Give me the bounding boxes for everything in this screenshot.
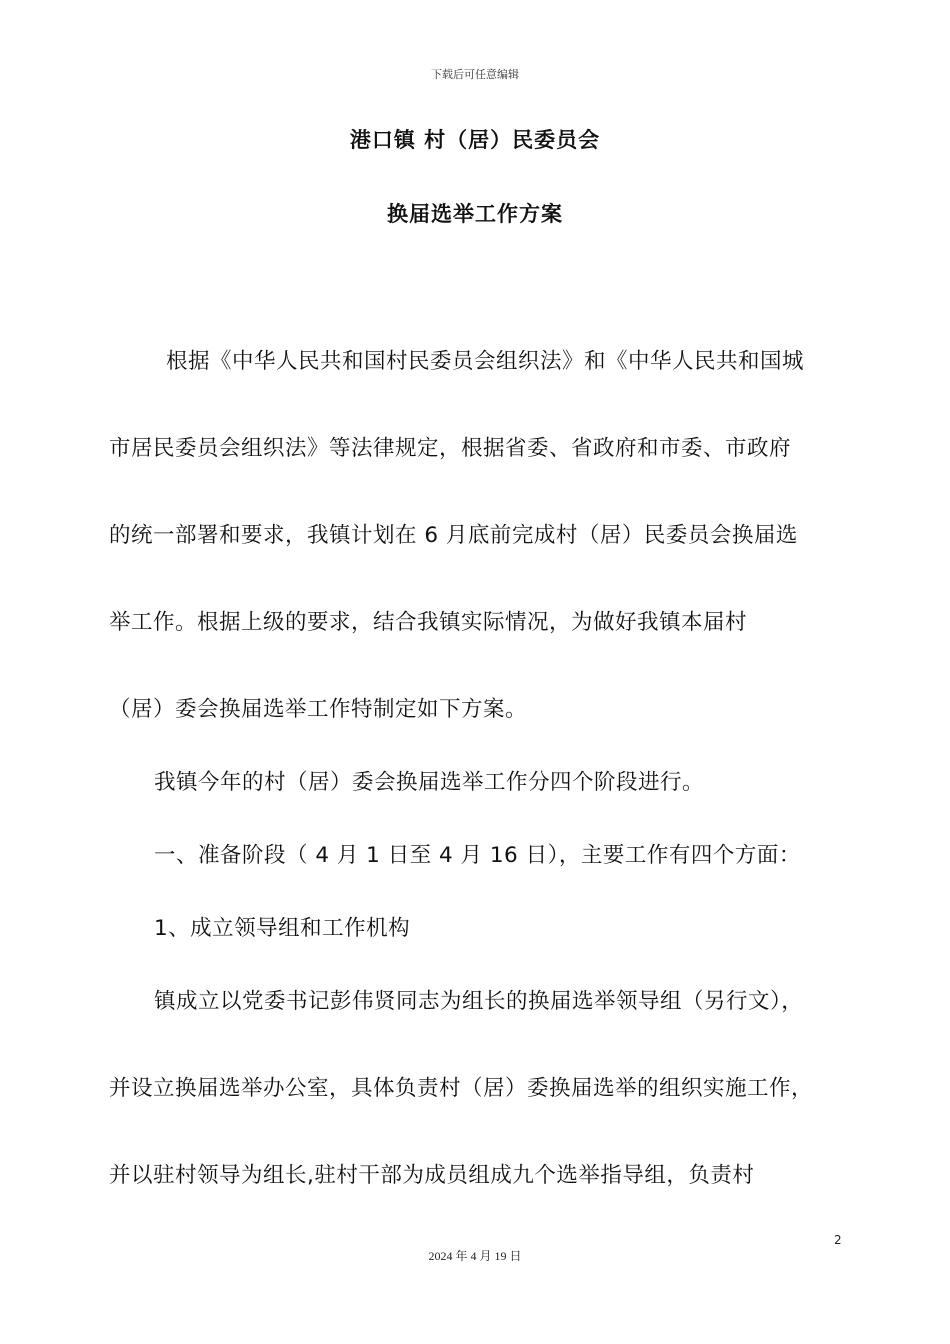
paragraph-line: 并设立换届选举办公室，具体负责村（居）委换届选举的组织实施工作， [109,1076,814,1101]
subsection-heading: 1、成立领导组和工作机构 [154,916,411,941]
paragraph-line: 并以驻村领导为组长,驻村干部为成员组成九个选举指导组，负责村 [109,1163,755,1188]
paragraph-line: 镇成立以党委书记彭伟贤同志为组长的换届选举领导组（另行文）， [154,989,804,1014]
paragraph-line: 举工作。根据上级的要求，结合我镇实际情况，为做好我镇本届村 [109,610,748,635]
footer-date: 2024 年 4 月 19 日 [428,1249,522,1263]
paragraph-line: 市居民委员会组织法》等法律规定，根据省委、省政府和市委、市政府 [109,436,792,461]
paragraph-line: 我镇今年的村（居）委会换届选举工作分四个阶段进行。 [154,770,705,795]
section-heading: 一、准备阶段（ 4 月 1 日至 4 月 16 日），主要工作有四个方面： [154,843,801,868]
paragraph-line: （居）委会换届选举工作特制定如下方案。 [109,697,528,722]
header-note: 下载后可任意编辑 [431,68,519,81]
document-title: 港口镇 村（居）民委员会 [349,128,601,152]
document-subtitle: 换届选举工作方案 [387,202,563,226]
page-number: 2 [834,1233,842,1247]
paragraph-line: 的统一部署和要求，我镇计划在 6 月底前完成村（居）民委员会换届选 [109,523,798,548]
paragraph-line: 根据《中华人民共和国村民委员会组织法》和《中华人民共和国城 [166,349,805,374]
